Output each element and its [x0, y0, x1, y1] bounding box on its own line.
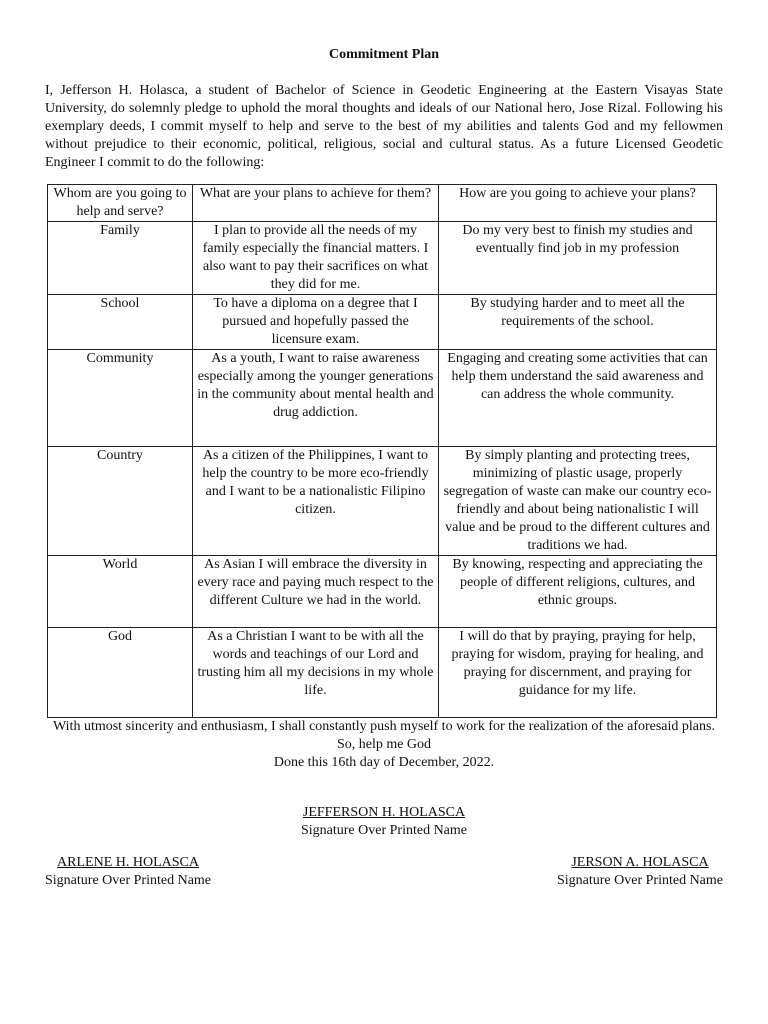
row-how: Engaging and creating some activities that can help them understand the said awareness and can address the whole community.	[439, 350, 717, 447]
table-header-row	[48, 185, 717, 222]
row-how: By studying harder and to meet all the requirements of the school.	[439, 295, 717, 350]
document-page	[45, 46, 723, 890]
left-signature-caption: Signature Over Printed Name	[45, 873, 212, 888]
row-plan: As a citizen of the Philippines, I want to help the country to be more eco-friendly and I want to be a nationalistic Filipino citizen.	[193, 447, 439, 556]
row-whom: World	[48, 556, 193, 628]
header-whom: Whom are you going to help and serve?	[48, 185, 193, 222]
right-signature-block	[557, 854, 723, 890]
date-line: Done this 16th day of December, 2022.	[273, 755, 495, 770]
main-signature-name: JEFFERSON H. HOLASCA	[302, 805, 466, 820]
row-plan: As a youth, I want to raise awareness especially among the younger generations in the community about mental health and drug addiction.	[193, 350, 439, 447]
row-whom: School	[48, 295, 193, 350]
document-title: Commitment Plan	[328, 47, 440, 62]
row-whom: Community	[48, 350, 193, 447]
row-whom: Country	[48, 447, 193, 556]
row-plan: To have a diploma on a degree that I pursued and hopefully passed the licensure exam.	[193, 295, 439, 350]
row-whom: God	[48, 628, 193, 718]
header-plan: What are your plans to achieve for them?	[193, 185, 439, 222]
intro-paragraph: I, Jefferson H. Holasca, a student of Bachelor of Science in Geodetic Engineering at the Eastern Visayas State University, do solemnly pledge to uphold the moral thoughts and ideals of our National hero, Jose Rizal. Following his exemplary deeds, I commit myself to help and serve to the best of my abilities and talents God and my fellowmen without prejudice to their economic, political, religious, social and cultural status. As a future Licensed Geodetic Engineer I commit to do the following:	[45, 83, 723, 170]
main-signature-caption: Signature Over Printed Name	[300, 823, 467, 838]
row-plan: I plan to provide all the needs of my family especially the financial matters. I also want to pay their sacrifices on what they did for me.	[193, 222, 439, 295]
table-row	[48, 628, 717, 718]
right-signature-name: JERSON A. HOLASCA	[571, 855, 709, 870]
row-whom: Family	[48, 222, 193, 295]
row-how: By knowing, respecting and appreciating the people of different religions, cultures, and ethnic groups.	[439, 556, 717, 628]
row-how: By simply planting and protecting trees, minimizing of plastic usage, properly segregation of waste can make our country eco-friendly and about being nationalistic I will value and be proud to the different cultures and traditions we had.	[439, 447, 717, 556]
commitment-table	[47, 184, 717, 718]
closing-paragraph: With utmost sincerity and enthusiasm, I shall constantly push myself to work for the realization of the aforesaid plans. So, help me God	[53, 719, 715, 752]
table-row	[48, 556, 717, 628]
row-how: Do my very best to finish my studies and eventually find job in my profession	[439, 222, 717, 295]
table-row	[48, 295, 717, 350]
table-row	[48, 222, 717, 295]
row-how: I will do that by praying, praying for help, praying for wisdom, praying for healing, and praying for discernment, and praying for guidance for my life.	[439, 628, 717, 718]
header-how: How are you going to achieve your plans?	[439, 185, 717, 222]
right-signature-caption: Signature Over Printed Name	[556, 873, 723, 888]
left-signature-block	[45, 854, 211, 890]
row-plan: As a Christian I want to be with all the words and teachings of our Lord and trusting him all my decisions in my whole life.	[193, 628, 439, 718]
table-row	[48, 447, 717, 556]
main-signature-block	[45, 804, 723, 840]
witness-signatures	[45, 854, 723, 890]
left-signature-name: ARLENE H. HOLASCA	[57, 855, 199, 870]
row-plan: As Asian I will embrace the diversity in every race and paying much respect to the different Culture we had in the world.	[193, 556, 439, 628]
table-row	[48, 350, 717, 447]
